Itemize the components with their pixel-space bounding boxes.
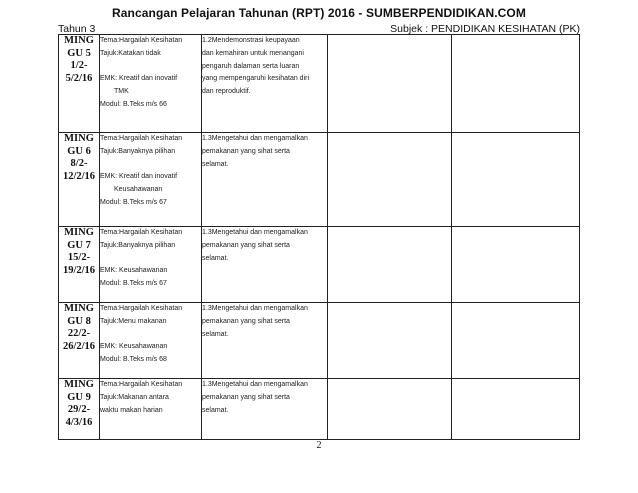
theme-line: Tema:Hargailah Kesihatan: [100, 305, 183, 312]
empty-cell: [328, 35, 452, 133]
theme-line: Tema:Hargailah Kesihatan: [100, 229, 183, 236]
module-line: Modul: B.Teks m/s 67: [100, 198, 167, 206]
standard-line: 1.3Mengetahui dan mengamalkan: [202, 305, 308, 312]
empty-cell: [452, 303, 580, 379]
standard-cell: [202, 133, 328, 227]
standard-cell: [202, 35, 328, 133]
standard-line: 1.2Mendemonstrasi keupayaan: [202, 37, 300, 44]
empty-cell: [328, 227, 452, 303]
module-line: Modul: B.Teks m/s 67: [100, 280, 167, 288]
topic-line: Tajuk:Banyaknya pilihan: [100, 241, 176, 249]
week-cell: [59, 133, 100, 227]
week-line: MING: [64, 133, 94, 144]
theme-cell: [100, 227, 202, 303]
week-cell: [59, 303, 100, 379]
week-cell: [59, 227, 100, 303]
standard-line: pengaruh dalaman serta luaran: [202, 62, 300, 70]
emk-line: TMK: [114, 88, 129, 96]
empty-cell: [452, 227, 580, 303]
table-row: [59, 133, 580, 227]
table-row: [59, 227, 580, 303]
standard-line: dan kemahiran untuk menangani: [202, 49, 304, 57]
standard-line: yang mempengaruhi kesihatan diri: [202, 75, 310, 83]
week-line: 22/2-: [67, 328, 91, 339]
week-cell: [59, 379, 100, 440]
topic-line: Tajuk:Makanan antara: [100, 393, 169, 401]
standard-line: 1.3Mengetahui dan mengamalkan: [202, 229, 308, 236]
week-line: GU 9: [67, 391, 91, 403]
theme-cell: [100, 35, 202, 133]
empty-cell: [328, 379, 452, 440]
module-line: Modul: B.Teks m/s 68: [100, 356, 167, 364]
standard-line: pemakanan yang sihat serta: [202, 147, 290, 155]
emk-line: EMK: Keusahawanan: [100, 267, 168, 275]
standard-line: selamat.: [202, 254, 229, 262]
week-line: 19/2/16: [62, 264, 96, 276]
standard-cell: [202, 379, 328, 440]
topic-line: Tajuk:Katakan tidak: [100, 49, 161, 57]
table-row: [59, 379, 580, 440]
theme-line: Tema:Hargailah Kesihatan: [100, 135, 183, 142]
topic-line: Tajuk:Banyaknya pilihan: [100, 147, 176, 155]
week-line: MING: [64, 303, 94, 314]
standard-cell: [202, 227, 328, 303]
theme-line: Tema:Hargailah Kesihatan: [100, 37, 183, 44]
subject-label: Subjek : PENDIDIKAN KESIHATAN (PK): [390, 23, 580, 35]
week-line: MING: [64, 379, 94, 390]
page-title: Rancangan Pelajaran Tahunan (RPT) 2016 - SUMBERPENDIDIKAN.COM: [112, 6, 526, 20]
theme-cell: [100, 379, 202, 440]
theme-line: Tema:Hargailah Kesihatan: [100, 381, 183, 388]
emk-line: Keusahawanan: [114, 186, 163, 194]
emk-line: EMK: Kreatif dan inovatif: [100, 173, 178, 181]
week-line: 15/2-: [67, 252, 91, 263]
standard-line: selamat.: [202, 160, 229, 168]
week-line: 1/2-: [70, 60, 88, 71]
week-line: GU 5: [67, 47, 91, 59]
empty-cell: [328, 303, 452, 379]
module-line: Modul: B.Teks m/s 66: [100, 100, 167, 108]
week-line: GU 7: [67, 239, 91, 251]
emk-line: EMK: Keusahawanan: [100, 343, 168, 351]
week-line: 8/2-: [70, 158, 88, 169]
topic-line: waktu makan harian: [100, 406, 163, 414]
topic-line: Tajuk:Menu makanan: [100, 317, 167, 325]
standard-line: pemakanan yang sihat serta: [202, 241, 290, 249]
table-row: [59, 35, 580, 133]
standard-line: 1.3Mengetahui dan mengamalkan: [202, 381, 308, 388]
empty-cell: [328, 133, 452, 227]
week-line: 12/2/16: [62, 170, 96, 182]
standard-cell: [202, 303, 328, 379]
standard-line: pemakanan yang sihat serta: [202, 317, 290, 325]
week-line: 29/2-: [67, 404, 91, 415]
rpt-table: [58, 34, 580, 440]
week-line: MING: [64, 35, 94, 46]
week-line: 5/2/16: [65, 72, 93, 84]
standard-line: selamat.: [202, 330, 229, 338]
theme-cell: [100, 303, 202, 379]
empty-cell: [452, 35, 580, 133]
standard-line: 1.3Mengetahui dan mengamalkan: [202, 135, 308, 142]
theme-cell: [100, 133, 202, 227]
empty-cell: [452, 133, 580, 227]
standard-line: selamat.: [202, 406, 229, 414]
standard-line: dan reproduktif.: [202, 88, 251, 96]
week-line: 4/3/16: [65, 416, 93, 428]
page-number: 2: [316, 440, 322, 451]
week-line: GU 6: [67, 145, 91, 157]
week-cell: [59, 35, 100, 133]
table-row: [59, 303, 580, 379]
empty-cell: [452, 379, 580, 440]
standard-line: pemakanan yang sihat serta: [202, 393, 290, 401]
week-line: GU 8: [67, 315, 91, 327]
week-line: 26/2/16: [62, 340, 96, 352]
emk-line: EMK: Kreatif dan inovatif: [100, 75, 178, 83]
year-label: Tahun 3: [58, 23, 96, 35]
week-line: MING: [64, 227, 94, 238]
